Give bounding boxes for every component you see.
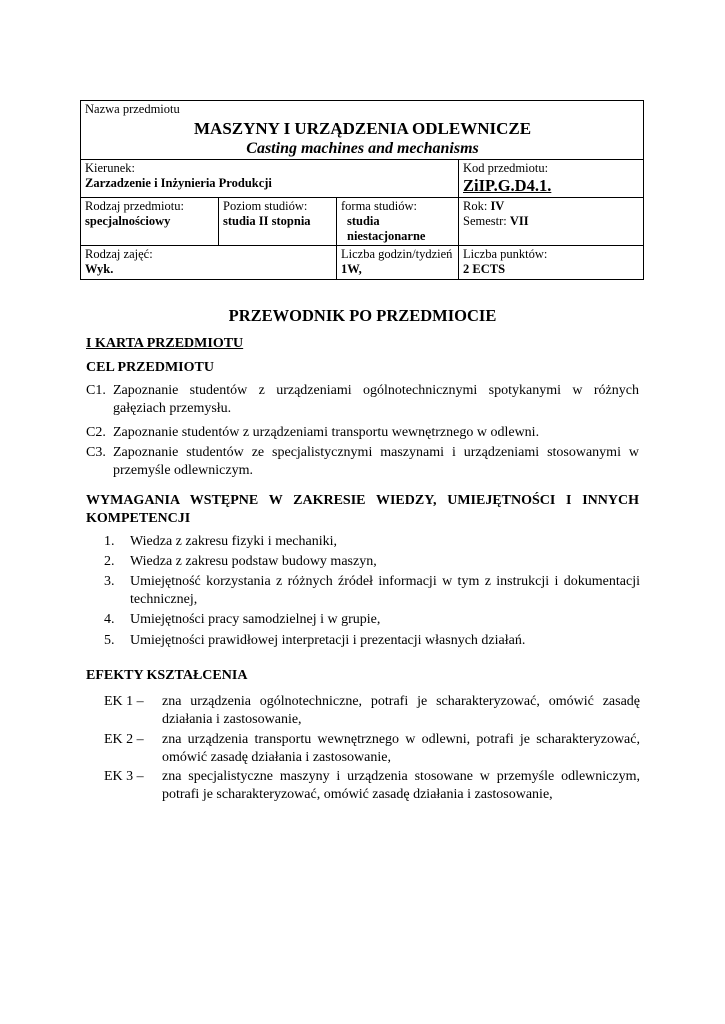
year-label: Rok: [463,199,488,213]
outcome-item [104,693,640,729]
outcome-code: EK 1 – [104,694,144,709]
outcome-item [104,768,640,804]
field-cell [81,160,459,198]
class-type-label: Rodzaj zajęć: [85,247,153,261]
class-type-cell [81,246,337,280]
outcome-code: EK 2 – [104,732,144,747]
field-label: Kierunek: [85,161,135,175]
requirement-item [104,533,640,551]
requirement-item [104,611,640,629]
goal-text: Zapoznanie studentów ze specjalistycznymi maszynami i urządzeniami stosowanymi w przemyśle odlewniczym. [113,445,639,478]
requirement-number: 3. [104,574,115,589]
goal-title: CEL PRZEDMIOTU [86,360,214,375]
outcome-text: zna specjalistyczne maszyny i urządzenia stosowane w przemyśle odlewniczym, potrafi je scharakteryzować, omówić zasadę działania i zastosowanie, [162,769,640,802]
goal-item [86,424,639,442]
goal-item [86,444,639,480]
year-semester-cell [459,198,644,246]
outcome-text: zna urządzenia transportu wewnętrznego w odlewni, potrafi je scharakteryzować, omówić zasadę działania i zastosowanie, [162,732,640,765]
outcome-code: EK 3 – [104,769,144,784]
hours-value: 1W, [341,262,362,276]
study-level-value: studia II stopnia [223,214,311,228]
requirement-number: 1. [104,534,115,549]
goal-number: C2. [86,425,106,440]
outcome-item [104,731,640,767]
requirement-text: Wiedza z zakresu podstaw budowy maszyn, [130,554,377,569]
class-type-value: Wyk. [85,262,114,276]
ects-value: 2 ECTS [463,262,506,276]
goal-text: Zapoznanie studentów z urządzeniami transportu wewnętrznego w odlewni. [113,425,540,440]
semester-value: VII [509,214,529,228]
requirement-item [104,632,640,650]
outcome-text: zna urządzenia ogólnotechniczne, potrafi je scharakteryzować, omówić zasadę działania i zastosowanie, [162,694,640,727]
study-form-value: studia niestacjonarne [347,214,426,243]
course-title-english: Casting machines and mechanisms [246,140,479,157]
hours-label: Liczba godzin/tydzień [341,247,453,261]
study-form-label: forma studiów: [341,199,418,213]
goal-number: C3. [86,445,106,460]
goal-number: C1. [86,383,106,398]
course-name-label: Nazwa przedmiotu [85,102,180,116]
outcomes-title: EFEKTY KSZTAŁCENIA [86,668,248,683]
year-line [463,199,504,213]
course-code-label: Kod przedmiotu: [463,161,549,175]
course-header-table [80,100,644,280]
hours-cell [337,246,459,280]
requirement-text: Umiejętność korzystania z różnych źródeł informacji w tym z instrukcji i dokumentacji technicznej, [130,574,640,607]
ects-label: Liczba punktów: [463,247,548,261]
study-level-label: Poziom studiów: [223,199,308,213]
requirement-item [104,573,640,609]
course-name-cell [81,101,644,160]
study-form-cell [337,198,459,246]
ects-cell [459,246,644,280]
requirements-title: WYMAGANIA WSTĘPNE W ZAKRESIE WIEDZY, UMIEJĘTNOŚCI I INNYCH KOMPETENCJI [86,493,639,526]
course-code-value: ZiIP.G.D4.1. [463,176,552,195]
requirement-text: Umiejętności pracy samodzielnej i w grupie, [130,612,381,627]
course-title: MASZYNY I URZĄDZENIA ODLEWNICZE [194,119,532,138]
course-type-label: Rodzaj przedmiotu: [85,199,184,213]
semester-label: Semestr: [463,214,507,228]
requirement-number: 5. [104,633,115,648]
course-type-cell [81,198,219,246]
year-value: IV [490,199,505,213]
requirement-text: Umiejętności prawidłowej interpretacji i prezentacji własnych działań. [130,633,526,648]
guide-title: PRZEWODNIK PO PRZEDMIOCIE [228,306,497,325]
semester-line [463,214,529,228]
goal-text: Zapoznanie studentów z urządzeniami ogólnotechnicznymi spotykanymi w różnych gałęziach przemysłu. [113,383,639,416]
card-title: I KARTA PRZEDMIOTU [86,336,244,351]
requirement-number: 2. [104,554,115,569]
study-level-cell [219,198,337,246]
requirement-number: 4. [104,612,115,627]
field-value: Zarzadzenie i Inżynieria Produkcji [85,176,272,190]
course-type-value: specjalnościowy [85,214,171,228]
goal-item [86,382,639,418]
requirement-text: Wiedza z zakresu fizyki i mechaniki, [130,534,338,549]
course-code-cell [459,160,644,198]
requirement-item [104,553,640,571]
